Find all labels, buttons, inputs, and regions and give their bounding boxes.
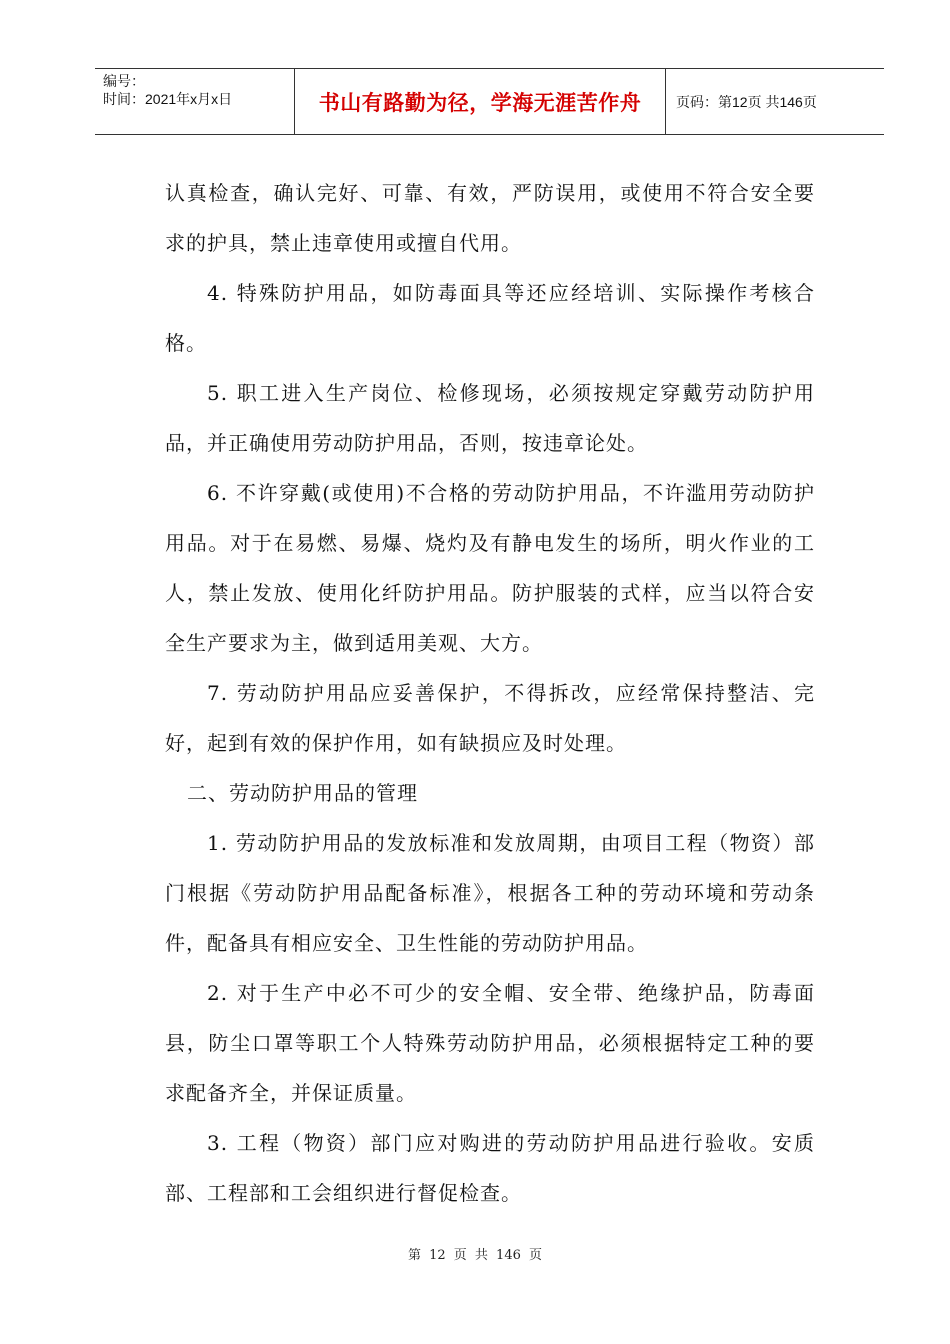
paragraph-item-7: 7. 劳动防护用品应妥善保护，不得拆改，应经常保持整洁、完好，起到有效的保护作用，如有缺损应及时处理。 bbox=[165, 681, 815, 755]
header-page-info: 页码：第12页 共146页 bbox=[676, 93, 817, 110]
paragraph-mgmt-2: 2. 对于生产中必不可少的安全帽、安全带、绝缘护品，防毒面县，防尘口罩等职工个人特殊劳动防护用品，必须根据特定工种的要求配备齐全，并保证质量。 bbox=[165, 981, 815, 1105]
section-heading: 二、劳动防护用品的管理 bbox=[187, 781, 418, 805]
page-header bbox=[95, 68, 884, 135]
header-meta bbox=[95, 69, 295, 134]
paragraph-mgmt-3: 3. 工程（物资）部门应对购进的劳动防护用品进行验收。安质部、工程部和工会组织进行督促检查。 bbox=[165, 1131, 815, 1205]
page-footer: 第 12 页 共 146 页 bbox=[407, 1248, 543, 1263]
paragraph-mgmt-1: 1. 劳动防护用品的发放标准和发放周期，由项目工程（物资）部门根据《劳动防护用品配备标准》，根据各工种的劳动环境和劳动条件，配备具有相应安全、卫生性能的劳动防护用品。 bbox=[165, 831, 815, 955]
paragraph-continued: 认真检查，确认完好、可靠、有效，严防误用，或使用不符合安全要求的护具，禁止违章使用或擅自代用。 bbox=[165, 181, 815, 255]
paragraph-item-4: 4. 特殊防护用品，如防毒面具等还应经培训、实际操作考核合格。 bbox=[165, 281, 815, 355]
document-body bbox=[165, 168, 815, 1218]
serial-label: 编号： bbox=[103, 73, 145, 89]
paragraph-item-5: 5. 职工进入生产岗位、检修现场，必须按规定穿戴劳动防护用品，并正确使用劳动防护用品，否则，按违章论处。 bbox=[165, 381, 815, 455]
paragraph-item-6: 6. 不许穿戴(或使用)不合格的劳动防护用品，不许滥用劳动防护用品。对于在易燃、易爆、烧灼及有静电发生的场所，明火作业的工人，禁止发放、使用化纤防护用品。防护服装的式样，应当以符合安全生产要求为主，做到适用美观、大方。 bbox=[165, 481, 815, 655]
header-motto: 书山有路勤为径，学海无涯苦作舟 bbox=[295, 69, 666, 134]
date-label: 时间：2021年x月x日 bbox=[103, 91, 233, 107]
